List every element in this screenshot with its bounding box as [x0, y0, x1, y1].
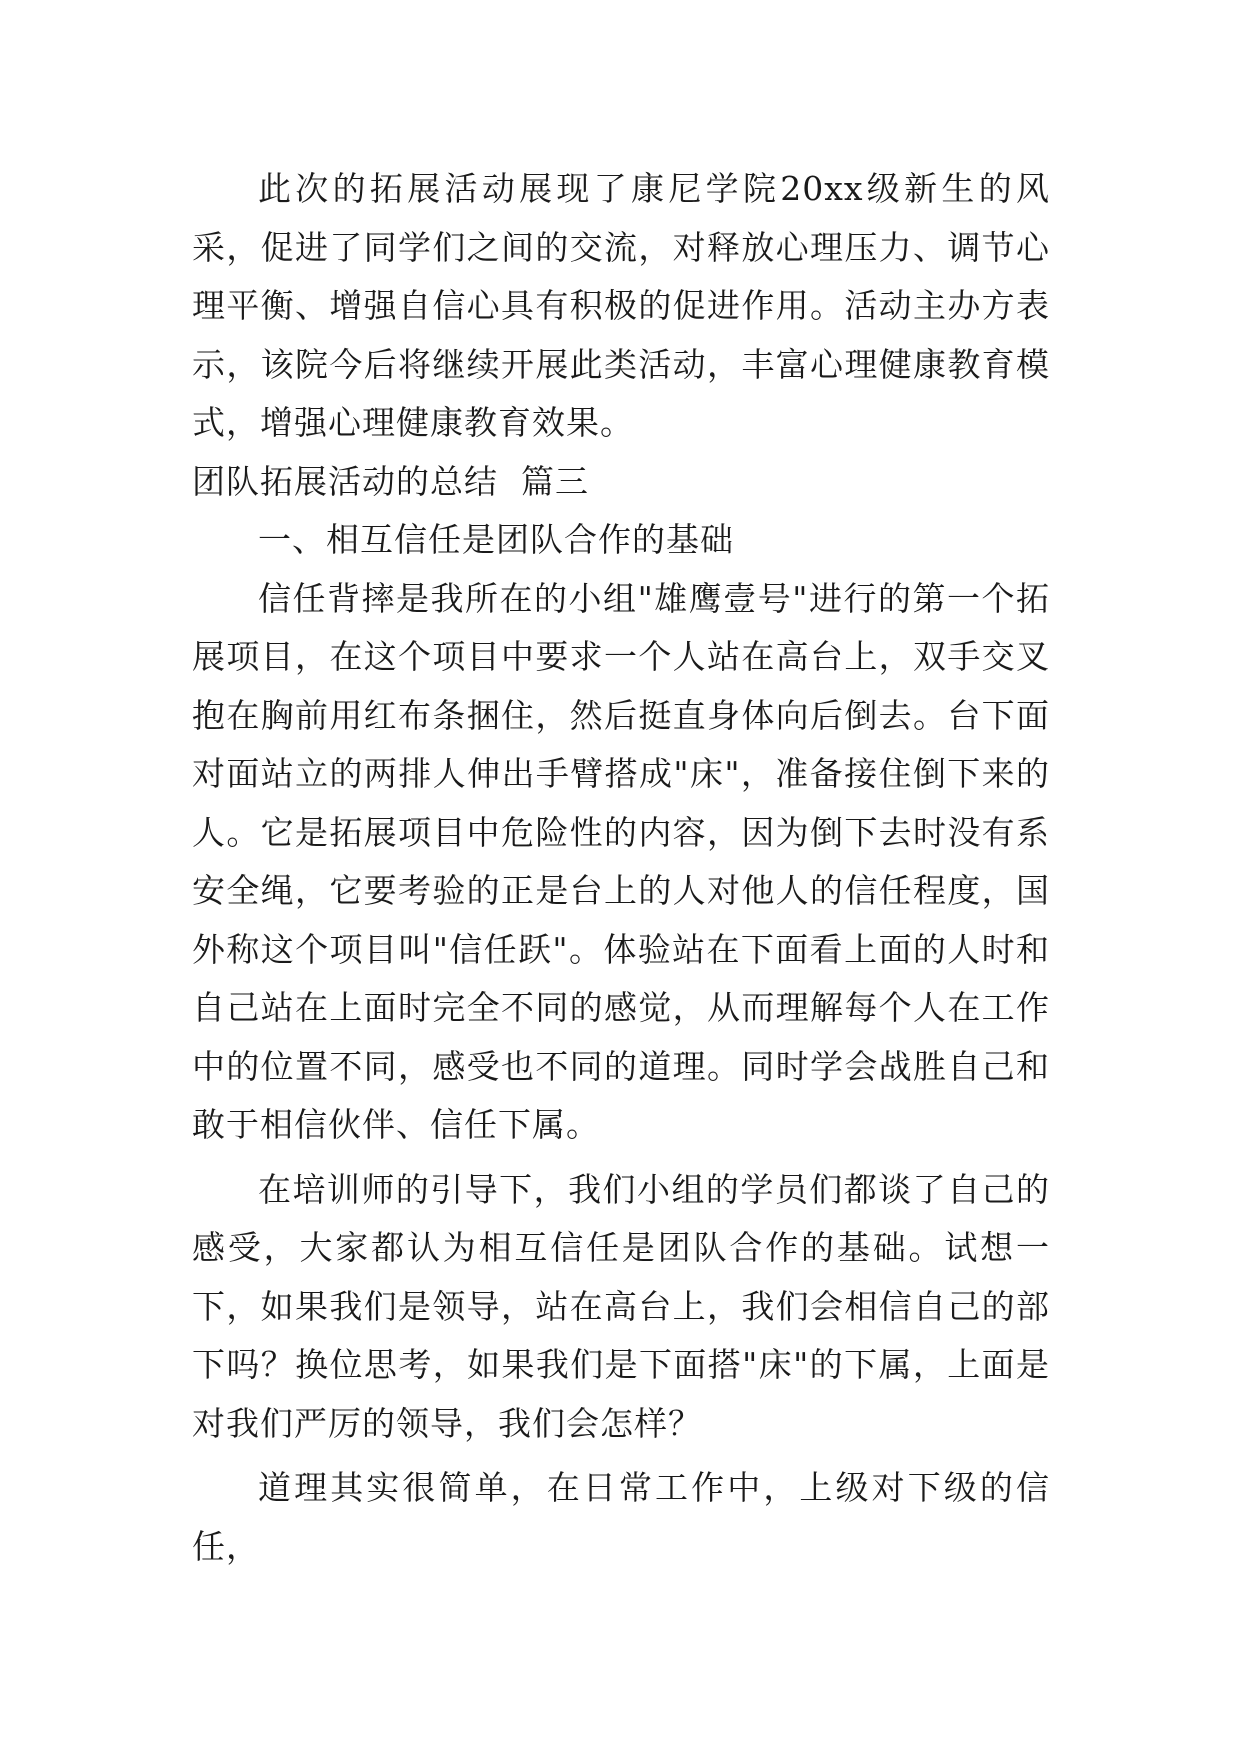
subsection-title: 一、相互信任是团队合作的基础: [258, 520, 734, 559]
body-paragraph-reasoning: 道理其实很简单，在日常工作中，上级对下级的信任，: [192, 1468, 1050, 1566]
section-title: 团队拓展活动的总结 篇三: [192, 461, 589, 501]
body-paragraph-trainer-discussion: 在培训师的引导下，我们小组的学员们都谈了自己的感受，大家都认为相互信任是团队合作的基础。试想一下，如果我们是领导，站在高台上，我们会相信自己的部下吗？换位思考，如果我们是下面搭"床"的下属，上面是对我们严厉的领导，我们会怎样？: [192, 1169, 1050, 1443]
intro-paragraph: 此次的拓展活动展现了康尼学院20xx级新生的风采，促进了同学们之间的交流，对释放心理压力、调节心理平衡、增强自信心具有积极的促进作用。活动主办方表示，该院今后将继续开展此类活动，丰富心理健康教育模式，增强心理健康教育效果。: [192, 169, 1050, 442]
document-body: [192, 160, 1050, 1576]
body-paragraph-trust-fall: 信任背摔是我所在的小组"雄鹰壹号"进行的第一个拓展项目，在这个项目中要求一个人站在高台上，双手交叉抱在胸前用红布条捆住，然后挺直身体向后倒去。台下面对面站立的两排人伸出手臂搭成"床"，准备接住倒下来的人。它是拓展项目中危险性的内容，因为倒下去时没有系安全绳，它要考验的正是台上的人对他人的信任程度，国外称这个项目叫"信任跃"。体验站在下面看上面的人时和自己站在上面时完全不同的感觉，从而理解每个人在工作中的位置不同，感受也不同的道理。同时学会战胜自己和敢于相信伙伴、信任下属。: [192, 578, 1050, 1144]
